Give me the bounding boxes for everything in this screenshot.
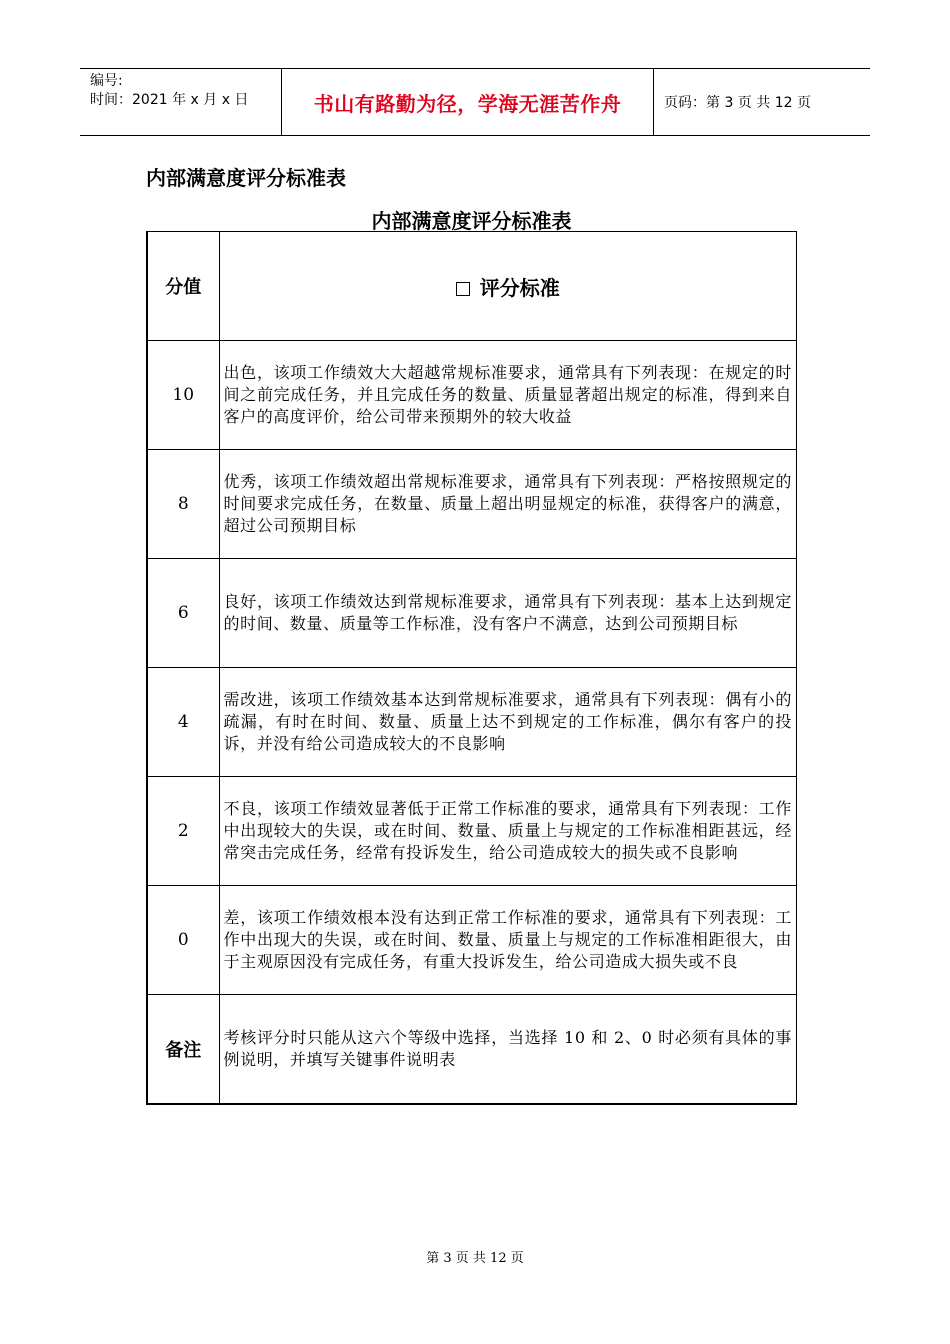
- criteria-cell: 良好，该项工作绩效达到常规标准要求，通常具有下列表现：基本上达到规定的时间、数量、质量等工作标准，没有客户不满意，达到公司预期目标: [219, 559, 797, 668]
- table-row: [147, 886, 797, 995]
- criteria-cell: 不良，该项工作绩效显著低于正常工作标准的要求，通常具有下列表现：工作中出现较大的失误，或在时间、数量、质量上与规定的工作标准相距甚远，经常突击完成任务，经常有投诉发生，给公司造成较大的损失或不良影响: [219, 777, 797, 886]
- criteria-cell: 差，该项工作绩效根本没有达到正常工作标准的要求，通常具有下列表现：工作中出现大的失误，或在时间、数量、质量上与规定的工作标准相距很大，由于主观原因没有完成任务，有重大投诉发生，给公司造成大损失或不良: [219, 886, 797, 995]
- table-row: [147, 341, 797, 450]
- page-footer: 第 3 页 共 12 页: [426, 1251, 524, 1266]
- page-header: [80, 68, 870, 136]
- doc-time-label: 时间：2021 年 x 月 x 日: [90, 92, 249, 108]
- score-cell: 8: [147, 450, 219, 559]
- header-page-info: 页码：第 3 页 共 12 页: [664, 95, 811, 111]
- table-header-row: [147, 232, 797, 341]
- checkbox-icon: [456, 282, 470, 296]
- header-meta: [80, 69, 282, 135]
- score-cell: 2: [147, 777, 219, 886]
- table-row: [147, 668, 797, 777]
- header-motto: 书山有路勤为径，学海无涯苦作舟: [282, 69, 654, 135]
- score-cell: 6: [147, 559, 219, 668]
- header-score-cell: 分值: [147, 232, 219, 341]
- note-text-cell: 考核评分时只能从这六个等级中选择，当选择 10 和 2、0 时必须有具体的事例说明，并填写关键事件说明表: [219, 995, 797, 1105]
- table-row: [147, 450, 797, 559]
- table-title: 内部满意度评分标准表: [371, 209, 572, 233]
- doc-number-label: 编号:: [90, 73, 123, 89]
- header-criteria-cell: [219, 232, 797, 341]
- score-cell: 0: [147, 886, 219, 995]
- criteria-cell: 需改进，该项工作绩效基本达到常规标准要求，通常具有下列表现：偶有小的疏漏，有时在时间、数量、质量上达不到规定的工作标准，偶尔有客户的投诉，并没有给公司造成较大的不良影响: [219, 668, 797, 777]
- criteria-cell: 出色，该项工作绩效大大超越常规标准要求，通常具有下列表现：在规定的时间之前完成任务，并且完成任务的数量、质量显著超出规定的标准，得到来自客户的高度评价，给公司带来预期外的较大收益: [219, 341, 797, 450]
- note-label-cell: 备注: [147, 995, 219, 1105]
- note-row: [147, 995, 797, 1105]
- grading-table: [146, 231, 797, 1105]
- criteria-cell: 优秀，该项工作绩效超出常规标准要求，通常具有下列表现：严格按照规定的时间要求完成任务，在数量、质量上超出明显规定的标准，获得客户的满意，超过公司预期目标: [219, 450, 797, 559]
- score-cell: 10: [147, 341, 219, 450]
- score-cell: 4: [147, 668, 219, 777]
- section-title: 内部满意度评分标准表: [146, 166, 346, 190]
- table-row: [147, 559, 797, 668]
- header-criteria-label: 评分标准: [479, 275, 560, 300]
- table-row: [147, 777, 797, 886]
